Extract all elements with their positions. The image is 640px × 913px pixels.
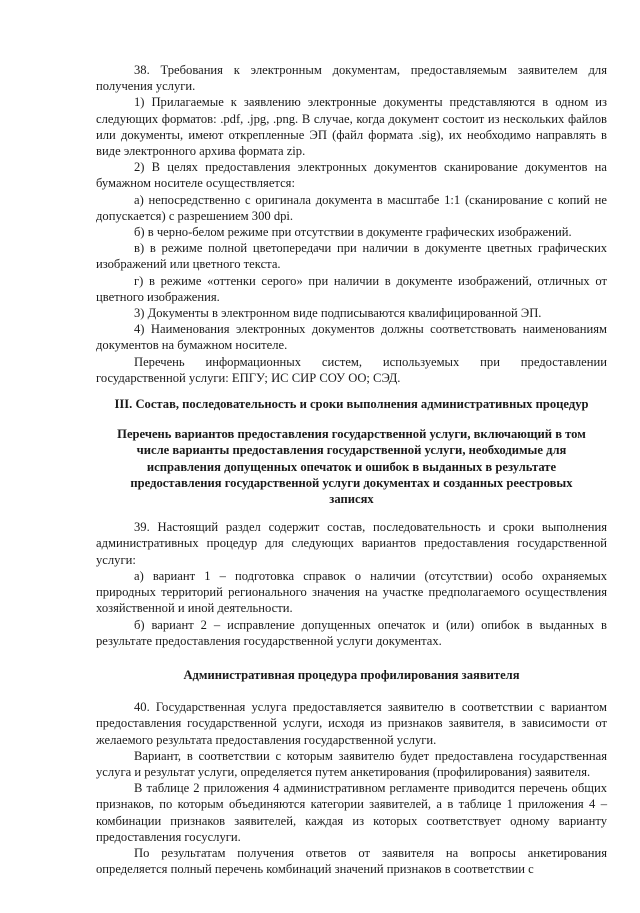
- paragraph-40-table: В таблице 2 приложения 4 административном регламенте приводится перечень общих признаков, по которым объединяются категории заявителей, а в таблице 1 приложения 4 – комбинации признаков заявителей, каждая из которых соответствует одному варианту предоставления госуслуги.: [96, 781, 607, 844]
- paragraph-info-systems: Перечень информационных систем, используемых при предоставлении государственной услуги: ЕПГУ; ИС СИР СОУ ОО; СЭД.: [96, 354, 607, 385]
- paragraph-39-variant-1: а) вариант 1 – подготовка справок о наличии (отсутствии) особо охраняемых природных территорий регионального значения на участке предполагаемого осуществления хозяйственной и иной деятельности.: [96, 568, 607, 616]
- section-title: III. Состав, последовательность и сроки выполнения административных процедур: [114, 397, 589, 412]
- admin-procedure-title: Административная процедура профилирования заявителя: [183, 667, 520, 682]
- paragraph-38-item-2d: г) в режиме «оттенки серого» при наличии в документе изображений, отличных от цветного изображения.: [96, 273, 607, 304]
- paragraph-38-item-2a: а) непосредственно с оригинала документа в масштабе 1:1 (сканирование с копий не допускается) с разрешением 300 dpi.: [96, 192, 607, 223]
- paragraph-38-item-2: 2) В целях предоставления электронных документов сканирование документов на бумажном носителе осуществляется:: [96, 160, 607, 191]
- paragraph-38-item-4: 4) Наименования электронных документов должны соответствовать наименованиям документов на бумажном носителе.: [96, 322, 607, 353]
- paragraph-38-item-3: 3) Документы в электронном виде подписываются квалифицированной ЭП.: [134, 306, 542, 321]
- paragraph-38-item-2c: в) в режиме полной цветопередачи при наличии в документе цветных графических изображений или цветного текста.: [96, 241, 607, 272]
- paragraph-40-results: По результатам получения ответов от заявителя на вопросы анкетирования определяется полный перечень комбинаций значений признаков в соответствии с: [96, 845, 607, 877]
- paragraph-39: 39. Настоящий раздел содержит состав, последовательность и сроки выполнения административных процедур для следующих вариантов предоставления государственной услуги:: [96, 520, 607, 567]
- paragraph-38-item-2b: б) в черно-белом режиме при отсутствии в документе графических изображений.: [134, 225, 572, 240]
- subsection-title: Перечень вариантов предоставления государственной услуги, включающий в том числе варианты предоставления государственной услуги, необходимые для исправления допущенных опечаток и ошибок в выданных в результате предоставления государственной услуги документах и созданных реестровых записях: [117, 427, 586, 507]
- paragraph-40: 40. Государственная услуга предоставляется заявителю в соответствии с вариантом предоставления государственной услуги, исходя из признаков заявителя, в зависимости от желаемого результата предоставления государственной услуги.: [96, 700, 607, 747]
- paragraph-38-item-1: 1) Прилагаемые к заявлению электронные документы представляются в одном из следующих форматов: .pdf, .jpg, .png. В случае, когда документ состоит из нескольких файлов или документы, имеют открепленные ЭП (файл формата .sig), их необходимо направлять в виде электронного архива формата zip.: [96, 95, 607, 159]
- paragraph-40-variant: Вариант, в соответствии с которым заявителю будет предоставлена государственная услуга и результат услуги, определяется путем анкетирования (профилирования) заявителя.: [96, 748, 607, 779]
- paragraph-39-variant-2: б) вариант 2 – исправление допущенных опечаток и (или) опибок в выданных в результате предоставления государственной услуги документах.: [96, 617, 607, 648]
- document-page: [96, 62, 607, 877]
- paragraph-38: 38. Требования к электронным документам, предоставляемым заявителем для получения услуги.: [96, 63, 607, 94]
